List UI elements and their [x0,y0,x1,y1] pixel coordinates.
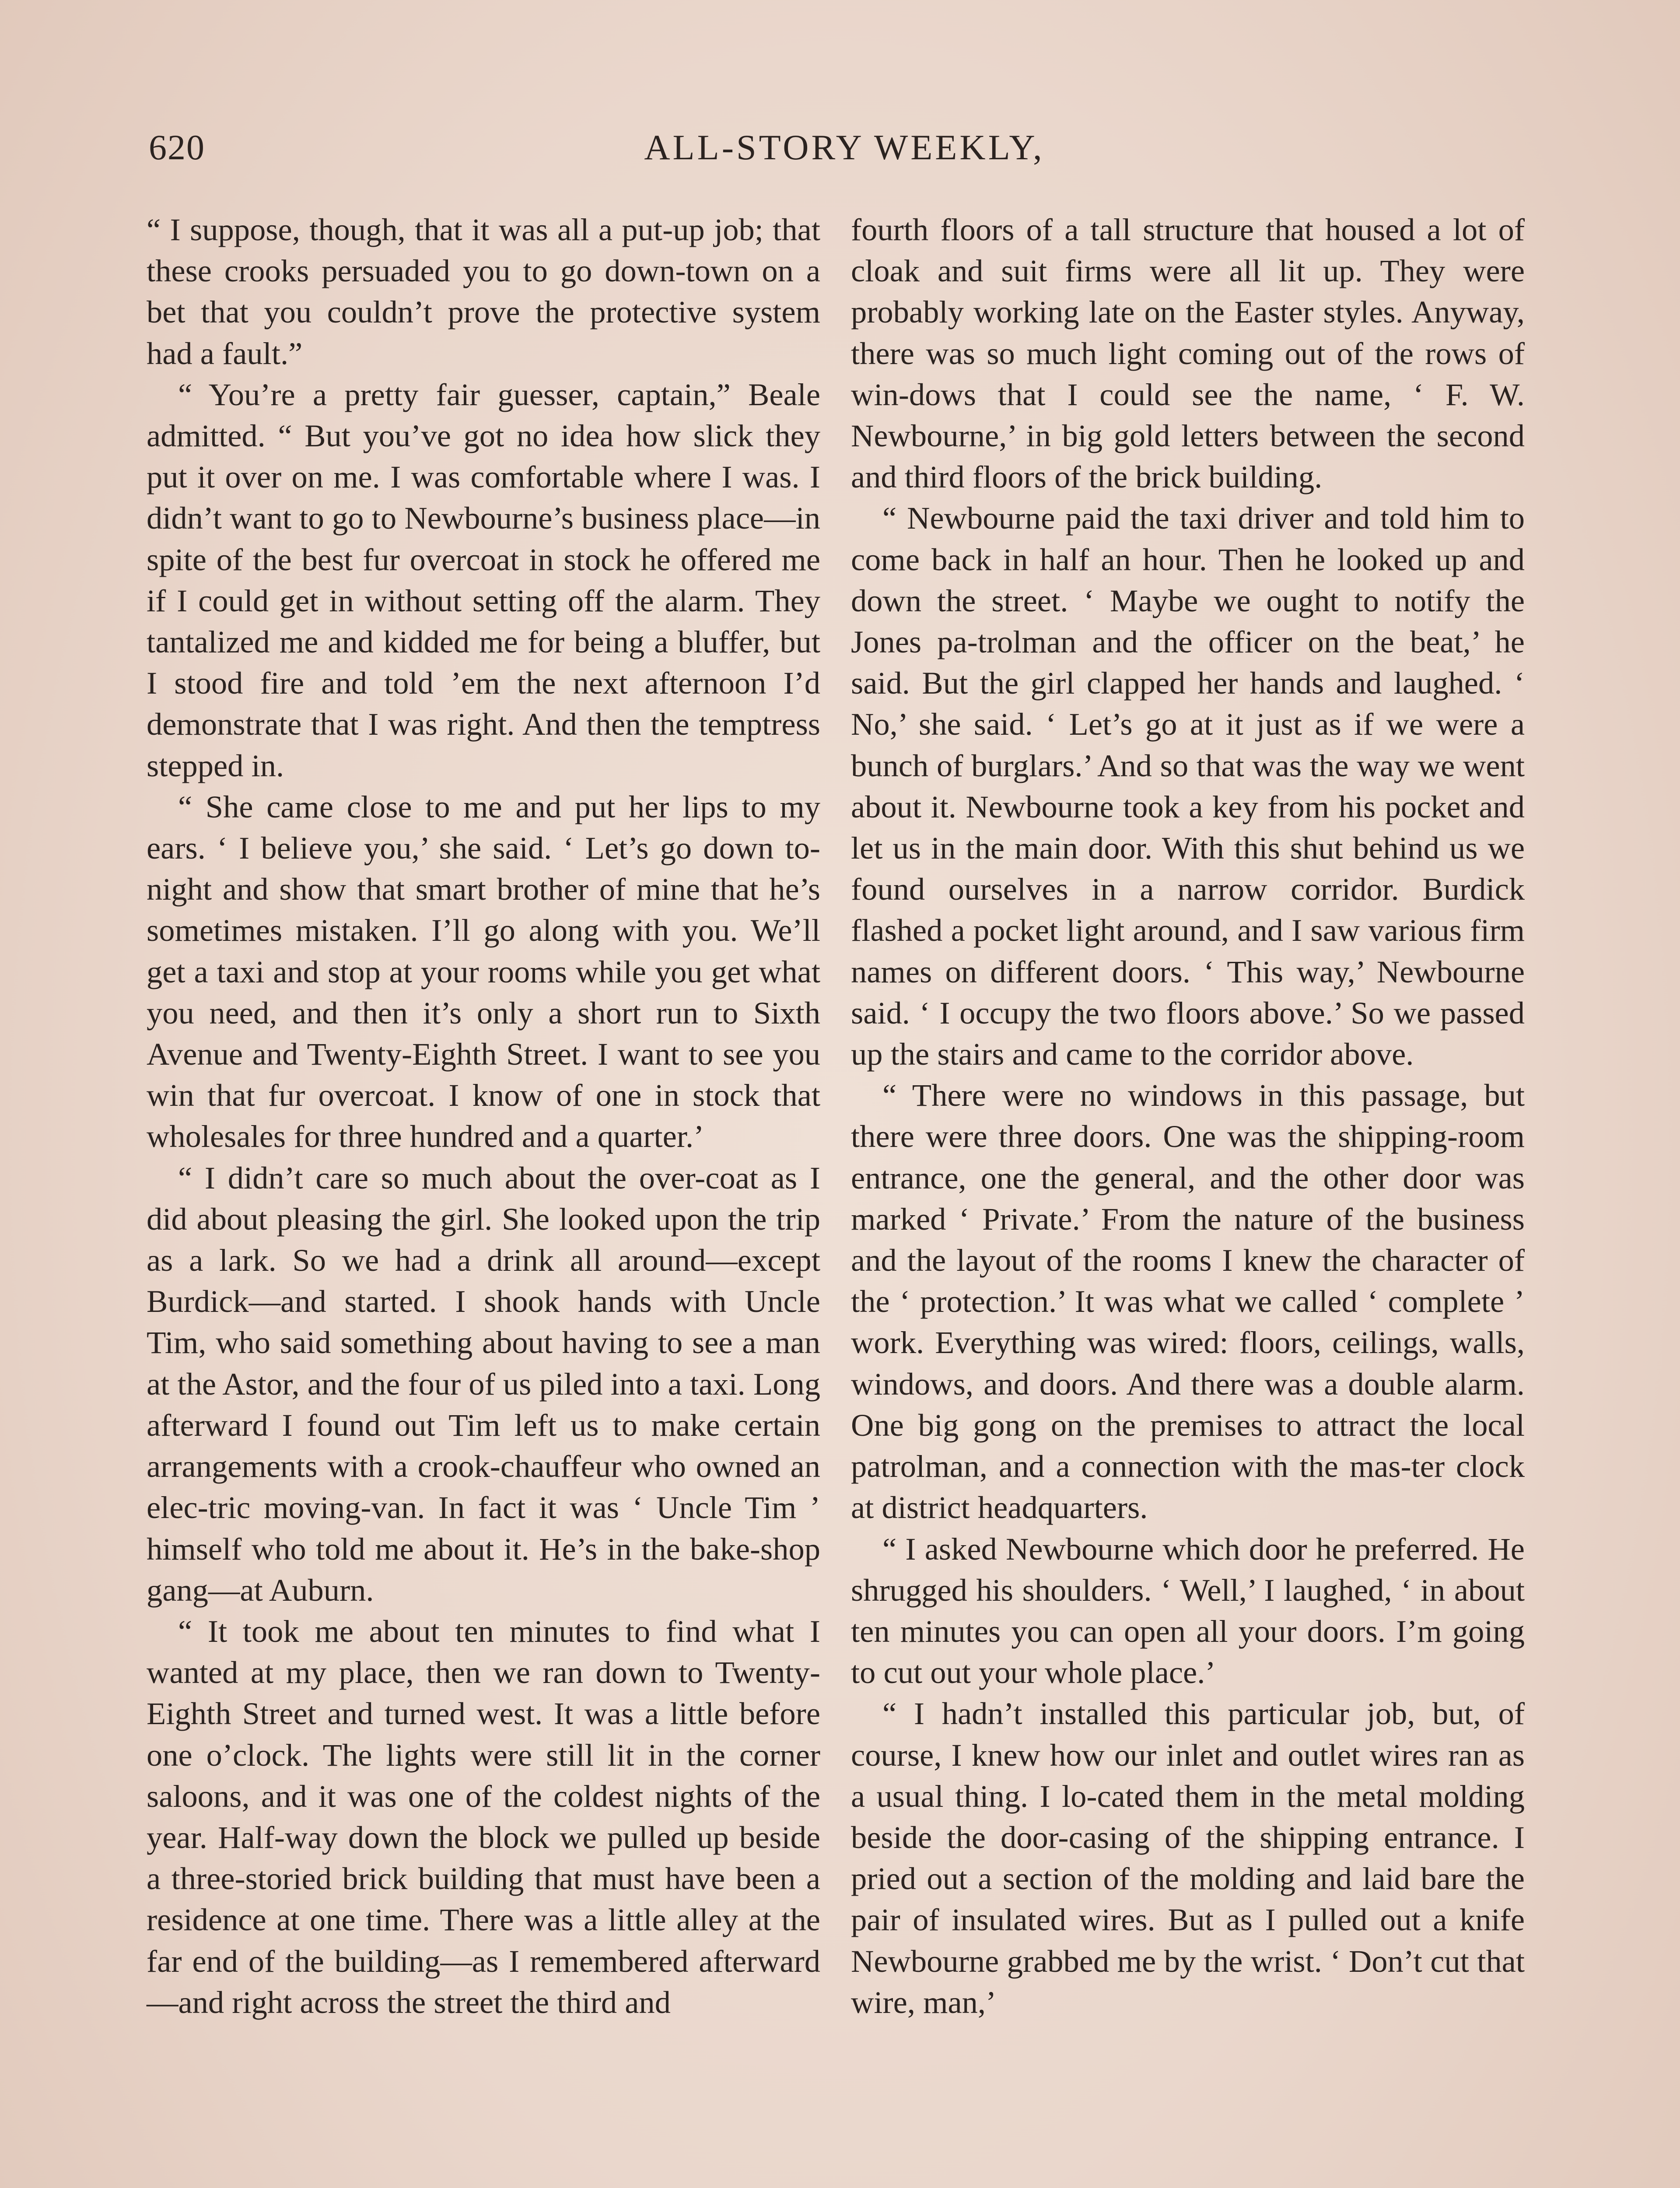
paragraph: “ I suppose, though, that it was all a put-up job; that these crooks persuaded you to go down-town on a bet that you couldn’t prove the protective system had a fault.” [147,212,820,371]
paragraph: “ I hadn’t installed this particular job, but, of course, I knew how our inlet and outlet wires ran as a usual thing. I lo-cated them in the metal molding beside the door-casing of the shipping entrance. I pried out a section of the molding and laid bare the pair of insulated wires. But as I pulled out a knife Newbourne grabbed me by the wrist. ‘ Don’t cut that wire, man,’ [851,1696,1525,2020]
paragraph: “ You’re a pretty fair guesser, captain,” Beale admitted. “ But you’ve got no idea how slick they put it over on me. I was comfortable where I was. I didn’t want to go to Newbourne’s business place—in spite of the best fur overcoat in stock he offered me if I could get in without setting off the alarm. They tantalized me and kidded me for being a bluffer, but I stood fire and told ’em the next afternoon I’d demonstrate that I was right. And then the temptress stepped in. [147,376,820,783]
right-text-column [851,209,1525,2023]
running-title: ALL-STORY WEEKLY, [644,127,1045,167]
page-header [149,127,1540,175]
left-text-column [147,209,820,2023]
page-number: 620 [149,127,205,167]
paragraph: “ Newbourne paid the taxi driver and told him to come back in half an hour. Then he looked up and down the street. ‘ Maybe we ought to notify the Jones pa-trolman and the officer on the beat,’ he said. But the girl clapped her hands and laughed. ‘ No,’ she said. ‘ Let’s go at it just as if we were a bunch of burglars.’ And so that was the way we went about it. Newbourne took a key from his pocket and let us in the main door. With this shut behind us we found ourselves in a narrow corridor. Burdick flashed a pocket light around, and I saw various firm names on different doors. ‘ This way,’ Newbourne said. ‘ I occupy the two floors above.’ So we passed up the stairs and came to the corridor above. [851,500,1525,1072]
paragraph: “ I asked Newbourne which door he preferred. He shrugged his shoulders. ‘ Well,’ I laughed, ‘ in about ten minutes you can open all your doors. I’m going to cut out your whole place.’ [851,1531,1525,1690]
paragraph: “ I didn’t care so much about the over-coat as I did about pleasing the girl. She looked upon the trip as a lark. So we had a drink all around—except Burdick—and started. I shook hands with Uncle Tim, who said something about having to see a man at the Astor, and the four of us piled into a taxi. Long afterward I found out Tim left us to make certain arrangements with a crook-chauffeur who owned an elec-tric moving-van. In fact it was ‘ Uncle Tim ’ himself who told me about it. He’s in the bake-shop gang—at Auburn. [147,1160,820,1608]
paragraph: “ There were no windows in this passage, but there were three doors. One was the shipping-room entrance, one the general, and the other door was marked ‘ Private.’ From the nature of the business and the layout of the rooms I knew the character of the ‘ protection.’ It was what we called ‘ complete ’ work. Everything was wired: floors, ceilings, walls, windows, and doors. And there was a double alarm. One big gong on the premises to attract the local patrolman, and a connection with the mas-ter clock at district headquarters. [851,1077,1525,1525]
paragraph: fourth floors of a tall structure that housed a lot of cloak and suit firms were all lit up. They were probably working late on the Easter styles. Anyway, there was so much light coming out of the rows of win-dows that I could see the name, ‘ F. W. Newbourne,’ in big gold letters between the second and third floors of the brick building. [851,212,1525,495]
paragraph: “ It took me about ten minutes to find what I wanted at my place, then we ran down to Twenty-Eighth Street and turned west. It was a little before one o’clock. The lights were still lit in the corner saloons, and it was one of the coldest nights of the year. Half-way down the block we pulled up beside a three-storied brick building that must have been a residence at one time. There was a little alley at the far end of the building—as I remembered afterward—and right across the street the third and [147,1613,820,2020]
paragraph: “ She came close to me and put her lips to my ears. ‘ I believe you,’ she said. ‘ Let’s go down to-night and show that smart brother of mine that he’s sometimes mistaken. I’ll go along with you. We’ll get a taxi and stop at your rooms while you get what you need, and then it’s only a short run to Sixth Avenue and Twenty-Eighth Street. I want to see you win that fur overcoat. I know of one in stock that wholesales for three hundred and a quarter.’ [147,789,820,1154]
